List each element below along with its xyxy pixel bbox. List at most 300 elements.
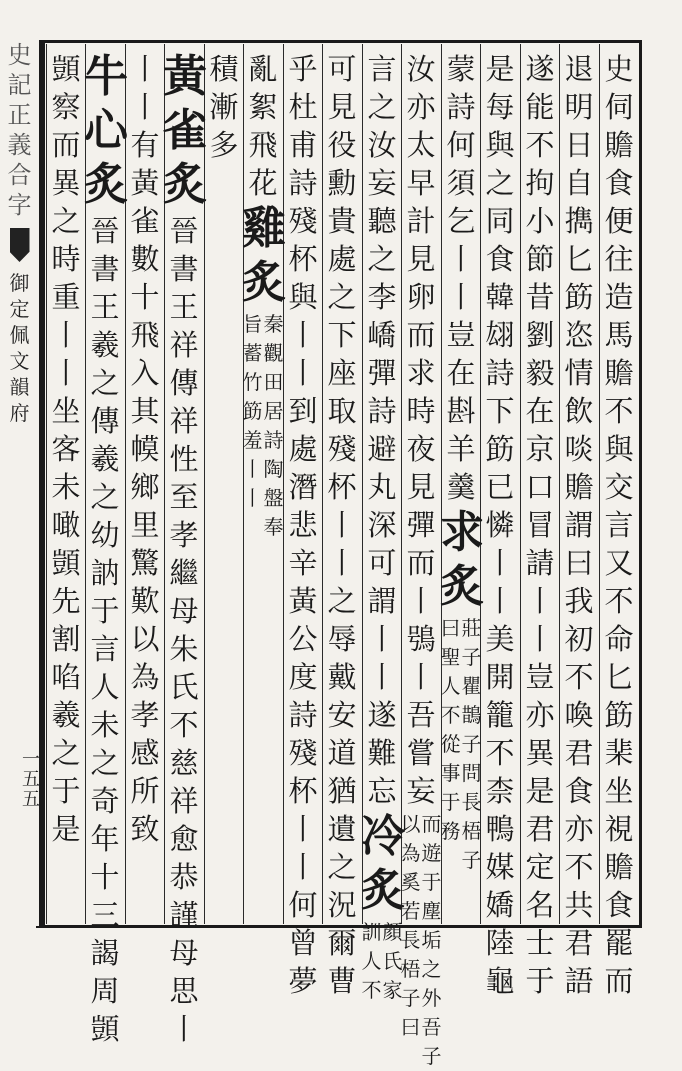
text-char: 傳 (169, 366, 199, 400)
annotation-char: 顏 (382, 920, 403, 944)
text-char: 為 (130, 660, 160, 694)
annotation-char: 聖 (440, 645, 461, 669)
annotation-char: 丨 (242, 457, 263, 481)
annotation-char: 務 (440, 819, 461, 843)
text-char: 夜 (406, 432, 436, 466)
text-char: 不 (169, 708, 199, 742)
text-char: 貴 (327, 204, 357, 238)
text-char: 詩 (288, 166, 318, 200)
text-char: 丨 (51, 356, 81, 390)
text-char: 又 (604, 546, 634, 580)
text-char: 晉 (90, 214, 120, 248)
text-char: 割 (51, 622, 81, 656)
text-char: 之 (485, 166, 515, 200)
annotation-char: 子 (461, 848, 482, 872)
annotation-char: 曰 (440, 616, 461, 640)
text-char: 于 (51, 774, 81, 808)
text-char: 彈 (406, 508, 436, 542)
text-char: 漸 (209, 90, 239, 124)
entry-headword-char: 炙 (242, 257, 286, 308)
text-char: 嘗 (406, 736, 436, 770)
text-char: 汝 (406, 52, 436, 86)
text-char: 曰 (564, 546, 594, 580)
text-char: 在 (446, 356, 476, 390)
text-char: 丨 (327, 546, 357, 580)
text-char: 繼 (169, 556, 199, 590)
entry-headword-char: 炙 (440, 561, 484, 612)
text-char: 曾 (288, 926, 318, 960)
text-char: 而 (406, 318, 436, 352)
text-char: 母 (169, 594, 199, 628)
text-char: 柰 (485, 774, 515, 808)
text-column (282, 50, 324, 1000)
text-char: 晉 (169, 214, 199, 248)
text-char: 嶠 (367, 318, 397, 352)
text-char: 丨 (130, 52, 160, 86)
text-char: 龜 (485, 964, 515, 998)
annotation-char: 觀 (263, 341, 284, 365)
text-column (163, 50, 205, 1048)
text-char: 悲 (288, 508, 318, 542)
text-char: 訥 (90, 556, 120, 590)
text-char: 與 (604, 432, 634, 466)
text-column (479, 50, 521, 1000)
text-char: 飲 (564, 394, 594, 428)
text-char: 未 (90, 708, 120, 742)
text-char: 聽 (367, 204, 397, 238)
annotation-block (242, 310, 284, 542)
annotation-char: 為 (400, 841, 421, 865)
annotation-char: 吾 (421, 1015, 442, 1039)
text-char: 母 (169, 936, 199, 970)
annotation-char: 人 (361, 949, 382, 973)
text-char: 日 (564, 128, 594, 162)
text-char: 鄉 (130, 470, 160, 504)
text-char: 之 (327, 584, 357, 618)
text-char: 三 (90, 898, 120, 932)
text-char: 謁 (90, 936, 120, 970)
text-char: 殘 (327, 432, 357, 466)
text-char: 丨 (406, 584, 436, 618)
text-char: 察 (51, 90, 81, 124)
text-char: 十 (130, 280, 160, 314)
text-char: 初 (564, 622, 594, 656)
annotation-char: 之 (421, 957, 442, 981)
text-char: 羲 (51, 698, 81, 732)
annotation-char: 以 (400, 812, 421, 836)
text-char: 丨 (327, 508, 357, 542)
text-char: 辱 (327, 622, 357, 656)
text-char: 共 (564, 888, 594, 922)
text-char: 于 (525, 964, 555, 998)
entry-headword-char: 炙 (361, 865, 405, 916)
annotation-char: 垢 (421, 928, 442, 952)
text-char: 美 (485, 622, 515, 656)
text-column (440, 50, 482, 875)
text-char: 十 (90, 860, 120, 894)
annotation-char: 問 (461, 761, 482, 785)
text-column (84, 50, 126, 1048)
annotation-char: 詩 (263, 428, 284, 452)
text-column (558, 50, 600, 1000)
text-char: 致 (130, 812, 160, 846)
text-char: 先 (51, 584, 81, 618)
text-column (321, 50, 363, 1000)
text-char: 坐 (51, 394, 81, 428)
text-char: 奇 (90, 784, 120, 818)
annotation-char: 田 (263, 370, 284, 394)
text-char: 贍 (564, 470, 594, 504)
annotation-char: 梧 (461, 819, 482, 843)
text-char: 下 (327, 318, 357, 352)
annotation-char: 蓄 (242, 341, 263, 365)
text-char: 里 (130, 508, 160, 542)
text-char: 豈 (525, 660, 555, 694)
text-char: 嬌 (485, 888, 515, 922)
annotation-char: 瞿 (461, 674, 482, 698)
text-char: 避 (367, 432, 397, 466)
text-char: 丨 (288, 318, 318, 352)
text-char: 殘 (288, 736, 318, 770)
text-char: 所 (130, 774, 160, 808)
text-char: 啖 (564, 432, 594, 466)
series-title-char: 記 (7, 71, 32, 99)
annotation-char: 不 (440, 703, 461, 727)
entry-headword-char: 雞 (242, 203, 286, 254)
text-char: 彈 (367, 356, 397, 390)
series-title-char: 義 (7, 131, 32, 159)
fish-tail-mark (10, 228, 30, 262)
text-char: 謂 (564, 508, 594, 542)
series-title (0, 40, 41, 220)
text-char: 思 (169, 974, 199, 1008)
text-char: 時 (406, 394, 436, 428)
text-char: 甫 (288, 128, 318, 162)
text-char: 籠 (485, 698, 515, 732)
text-char: 喚 (564, 698, 594, 732)
text-char: 卵 (406, 280, 436, 314)
text-char: 數 (130, 242, 160, 276)
text-char: 丨 (446, 242, 476, 276)
text-char: 是 (51, 812, 81, 846)
text-char: 驚 (130, 546, 160, 580)
text-char: 亦 (564, 812, 594, 846)
text-char: 亦 (525, 698, 555, 732)
text-char: 幙 (130, 432, 160, 466)
entry-headword-char: 炙 (163, 159, 207, 210)
series-title-char: 字 (7, 191, 32, 219)
text-char: 飛 (130, 318, 160, 352)
text-char: 與 (288, 280, 318, 314)
text-char: 妄 (406, 774, 436, 808)
text-char: 言 (367, 52, 397, 86)
text-char: 視 (604, 812, 634, 846)
book-title-char: 府 (9, 401, 30, 425)
text-char: 京 (525, 432, 555, 466)
page-number-char: 五 (22, 769, 40, 790)
annotation-block (361, 918, 403, 1005)
text-char: 王 (169, 290, 199, 324)
text-char: 羲 (90, 442, 120, 476)
annotation-char: 秦 (263, 312, 284, 336)
text-char: 杜 (288, 90, 318, 124)
text-char: 見 (406, 470, 436, 504)
text-char: 花 (248, 166, 278, 200)
entry-headword-char: 雀 (163, 105, 207, 156)
text-char: 未 (51, 470, 81, 504)
series-title-char: 史 (7, 41, 32, 69)
text-char: 年 (90, 822, 120, 856)
text-char: 勳 (327, 166, 357, 200)
book-title-char: 韻 (9, 375, 30, 399)
text-char: 須 (446, 166, 476, 200)
text-char: 王 (90, 290, 120, 324)
entry-headword-char: 求 (440, 507, 484, 558)
annotation-char: 人 (440, 674, 461, 698)
text-char: 遂 (525, 52, 555, 86)
text-char: 自 (564, 166, 594, 200)
text-char: 見 (327, 90, 357, 124)
text-char: 命 (604, 622, 634, 656)
text-char: 黃 (130, 166, 160, 200)
text-char: 到 (288, 394, 318, 428)
annotation-char: 遊 (421, 841, 442, 865)
text-char: 言 (90, 632, 120, 666)
text-char: 食 (604, 166, 634, 200)
text-char: 丨 (525, 584, 555, 618)
annotation-char: 筯 (242, 399, 263, 423)
text-char: 食 (604, 888, 634, 922)
text-char: 處 (327, 242, 357, 276)
text-char: 每 (485, 90, 515, 124)
annotation-char: 長 (461, 790, 482, 814)
text-char: 之 (367, 90, 397, 124)
entry-headword-char: 炙 (84, 159, 128, 210)
text-char: 孝 (130, 698, 160, 732)
text-char: 明 (564, 90, 594, 124)
text-char: 異 (525, 736, 555, 770)
text-char: 祥 (169, 784, 199, 818)
text-char: 何 (446, 128, 476, 162)
text-char: 筯 (564, 280, 594, 314)
text-char: 蒙 (446, 52, 476, 86)
text-char: 忘 (367, 774, 397, 808)
text-char: 君 (564, 736, 594, 770)
text-column (203, 50, 245, 164)
text-char: 計 (406, 204, 436, 238)
text-char: 書 (169, 252, 199, 286)
text-char: 多 (209, 128, 239, 162)
text-char: 噉 (51, 508, 81, 542)
text-char: 殘 (288, 204, 318, 238)
text-char: 傳 (90, 404, 120, 438)
text-char: 口 (525, 470, 555, 504)
text-char: 而 (51, 128, 81, 162)
text-char: 積 (209, 52, 239, 86)
text-char: 拘 (525, 166, 555, 200)
annotation-char: 奉 (263, 515, 284, 539)
text-char: 斟 (446, 394, 476, 428)
text-char: 丨 (288, 812, 318, 846)
text-char: 役 (327, 128, 357, 162)
text-char: 定 (525, 850, 555, 884)
text-char: 食 (564, 774, 594, 808)
text-char: 丨 (406, 660, 436, 694)
text-char: 丨 (485, 546, 515, 580)
text-char: 恣 (564, 318, 594, 352)
text-char: 丨 (169, 1012, 199, 1046)
text-char: 小 (525, 204, 555, 238)
annotation-char: 奚 (400, 870, 421, 894)
text-char: 謂 (367, 584, 397, 618)
annotation-char: 家 (382, 978, 403, 1002)
text-char: 食 (485, 242, 515, 276)
text-char: 能 (525, 90, 555, 124)
text-char: 不 (604, 394, 634, 428)
text-char: 之 (51, 204, 81, 238)
text-char: 已 (485, 470, 515, 504)
text-char: 史 (604, 52, 634, 86)
annotation-char: 子 (421, 1044, 442, 1068)
text-char: 何 (288, 888, 318, 922)
text-column (45, 50, 87, 848)
text-char: 書 (90, 252, 120, 286)
text-char: 節 (525, 242, 555, 276)
text-char: 劉 (525, 318, 555, 352)
annotation-char: 子 (461, 732, 482, 756)
text-char: 不 (525, 128, 555, 162)
text-char: 度 (288, 660, 318, 694)
text-char: 丸 (367, 470, 397, 504)
text-char: 雀 (130, 204, 160, 238)
text-char: 求 (406, 356, 436, 390)
annotation-char: 丨 (242, 486, 263, 510)
text-char: 亦 (406, 90, 436, 124)
text-column (400, 50, 442, 1071)
text-char: 時 (51, 242, 81, 276)
text-char: 往 (604, 242, 634, 276)
annotation-char: 于 (440, 790, 461, 814)
text-char: 憐 (485, 508, 515, 542)
text-char: 言 (604, 508, 634, 542)
text-char: 其 (130, 394, 160, 428)
text-char: 坐 (604, 774, 634, 808)
text-char: 顗 (90, 1012, 120, 1046)
text-char: 之 (327, 280, 357, 314)
text-char: 開 (485, 660, 515, 694)
text-column (598, 50, 640, 1000)
annotation-char: 若 (400, 899, 421, 923)
text-char: 媒 (485, 850, 515, 884)
text-char: 氏 (169, 670, 199, 704)
annotation-char: 氏 (382, 949, 403, 973)
entry-headword-char: 冷 (361, 811, 405, 862)
text-char: 詩 (288, 698, 318, 732)
text-char: 丨 (51, 318, 81, 352)
text-char: 戴 (327, 660, 357, 694)
annotation-char: 于 (421, 870, 442, 894)
text-char: 太 (406, 128, 436, 162)
text-char: 祥 (169, 328, 199, 362)
text-char: 妄 (367, 166, 397, 200)
text-char: 黃 (288, 584, 318, 618)
annotation-char: 訓 (361, 920, 382, 944)
text-char: 性 (169, 442, 199, 476)
annotation-char: 旨 (242, 312, 263, 336)
text-char: 啗 (51, 660, 81, 694)
text-char: 祥 (169, 404, 199, 438)
text-char: 我 (564, 584, 594, 618)
text-char: 顗 (51, 546, 81, 580)
annotation-char: 梧 (400, 957, 421, 981)
text-char: 人 (90, 670, 120, 704)
text-char: 深 (367, 508, 397, 542)
text-char: 孝 (169, 518, 199, 552)
text-char: 顗 (51, 52, 81, 86)
text-char: 昔 (525, 280, 555, 314)
text-char: 擕 (564, 204, 594, 238)
text-char: 丨 (130, 90, 160, 124)
text-char: 羊 (446, 432, 476, 466)
text-char: 安 (327, 698, 357, 732)
text-char: 乎 (288, 52, 318, 86)
book-title-char: 文 (9, 349, 30, 373)
text-char: 豈 (446, 318, 476, 352)
series-title-char: 正 (7, 101, 32, 129)
text-char: 馬 (604, 318, 634, 352)
text-char: 不 (564, 850, 594, 884)
text-char: 遂 (367, 698, 397, 732)
text-char: 客 (51, 432, 81, 466)
text-column (242, 50, 284, 542)
annotation-char: 從 (440, 732, 461, 756)
text-char: 請 (525, 546, 555, 580)
text-char: 士 (525, 926, 555, 960)
series-title-char: 合 (7, 161, 32, 189)
annotation-char: 竹 (242, 370, 263, 394)
book-title-char: 定 (9, 297, 30, 321)
annotation-block (440, 614, 482, 875)
text-char: 朱 (169, 632, 199, 666)
text-char: 感 (130, 736, 160, 770)
text-char: 詩 (485, 356, 515, 390)
text-char: 絮 (248, 90, 278, 124)
text-char: 以 (130, 622, 160, 656)
text-column (124, 50, 166, 848)
annotation-char: 外 (421, 986, 442, 1010)
text-char: 亂 (248, 52, 278, 86)
text-char: 之 (90, 746, 120, 780)
text-char: 毅 (525, 356, 555, 390)
text-char: 杯 (288, 774, 318, 808)
text-char: 取 (327, 394, 357, 428)
text-char: 君 (564, 926, 594, 960)
text-char: 飛 (248, 128, 278, 162)
text-column (519, 50, 561, 1000)
text-char: 李 (367, 280, 397, 314)
text-char: 杯 (288, 242, 318, 276)
text-char: 歎 (130, 584, 160, 618)
text-char: 乞 (446, 204, 476, 238)
text-char: 丨 (446, 280, 476, 314)
text-char: 丨 (288, 356, 318, 390)
text-char: 于 (90, 594, 120, 628)
annotation-char: 事 (440, 761, 461, 785)
text-char: 夢 (288, 964, 318, 998)
annotation-char: 居 (263, 399, 284, 423)
annotation-char: 曰 (400, 1015, 421, 1039)
text-char: 重 (51, 280, 81, 314)
